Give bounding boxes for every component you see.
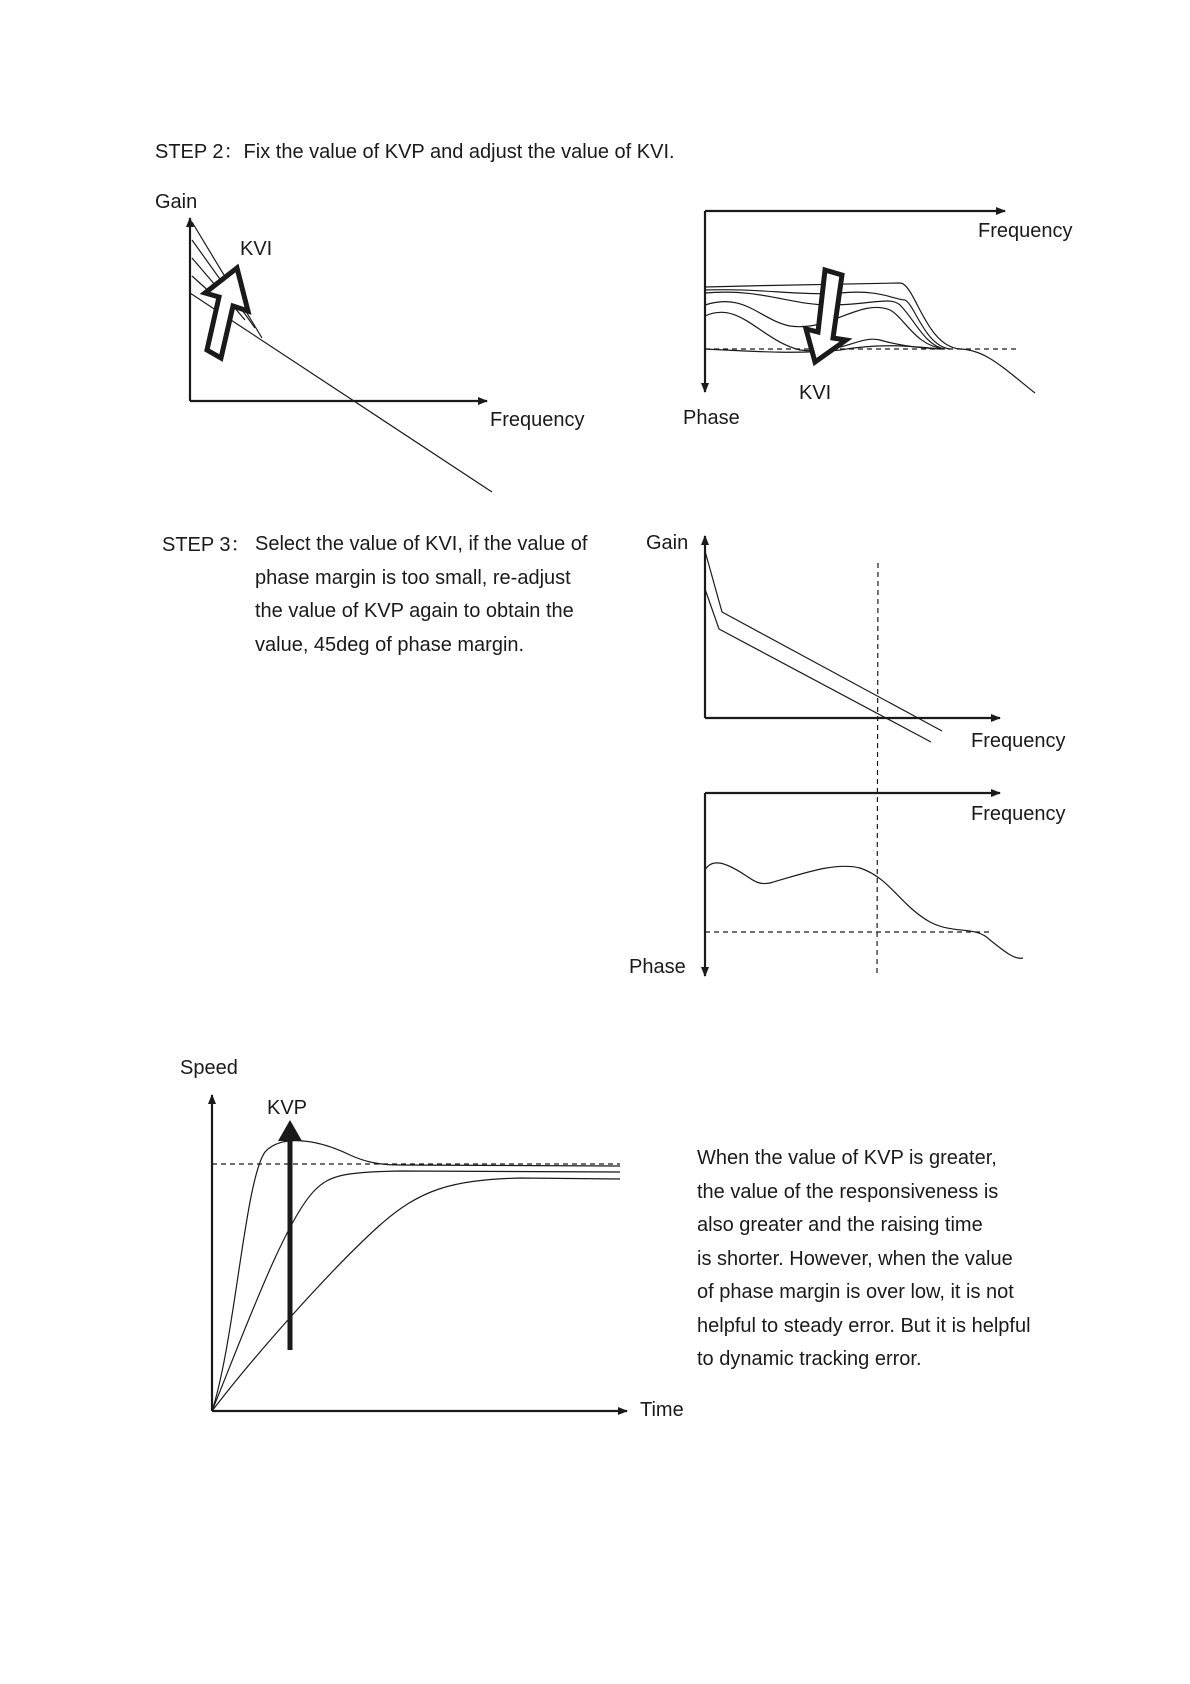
step3-phase-x-label: Frequency (971, 803, 1066, 825)
step2-gain-x-label: Frequency (490, 409, 585, 431)
speed-response-curve-high-kvp (212, 1141, 620, 1411)
step2-phase-x-label: Frequency (978, 220, 1073, 242)
step3-gain-plot (705, 536, 1000, 975)
step3-gain-x-label: Frequency (971, 730, 1066, 752)
step3-phase-curve (705, 863, 1023, 958)
step2-kvi-down-arrow-icon (806, 270, 846, 362)
note-line: also greater and the raising time (697, 1214, 983, 1236)
speed-kvp-label: KVP (267, 1097, 308, 1119)
speed-plot (212, 1095, 627, 1411)
note-line: When the value of KVP is greater, (697, 1147, 997, 1169)
kvp-up-arrow-icon (278, 1120, 302, 1141)
step2-gain-kvi-label: KVI (240, 238, 273, 260)
speed-response-curve-low-kvp (212, 1178, 620, 1411)
step2-gain-y-label: Gain (155, 191, 198, 213)
note-line: of phase margin is over low, it is not (697, 1281, 1014, 1303)
step3-label: STEP 3： (162, 534, 251, 556)
step2-phase-curve (705, 283, 1035, 393)
step3-line: phase margin is too small, re-adjust (255, 566, 571, 589)
step3-crossover-line (877, 563, 878, 975)
note-line: is shorter. However, when the value (697, 1247, 1013, 1270)
step3-gain-y-label: Gain (646, 532, 689, 554)
note-line: the value of the responsiveness is (697, 1180, 999, 1203)
step2-title: STEP 2：Fix the value of KVP and adjust the value of KVI. (155, 141, 675, 163)
step2-gain-plot (190, 218, 492, 492)
kvp-note (697, 1142, 1031, 1377)
note-line: to dynamic tracking error. (697, 1348, 922, 1370)
note-line: helpful to steady error. But it is helpful (697, 1314, 1031, 1337)
speed-y-label: Speed (180, 1057, 238, 1079)
step2-phase-y-label: Phase (683, 407, 740, 429)
step2-phase-kvi-label: KVI (799, 382, 832, 404)
speed-x-label: Time (640, 1399, 684, 1421)
step2-gain-base-line (190, 293, 492, 492)
step3-phase-y-label: Phase (629, 956, 686, 978)
speed-response-curve-mid-kvp (212, 1171, 620, 1411)
step3-line: the value of KVP again to obtain the (255, 600, 574, 622)
step3-line: value, 45deg of phase margin. (255, 633, 525, 656)
step3-description (255, 528, 587, 662)
step3-line: Select the value of KVI, if the value of (255, 533, 588, 555)
